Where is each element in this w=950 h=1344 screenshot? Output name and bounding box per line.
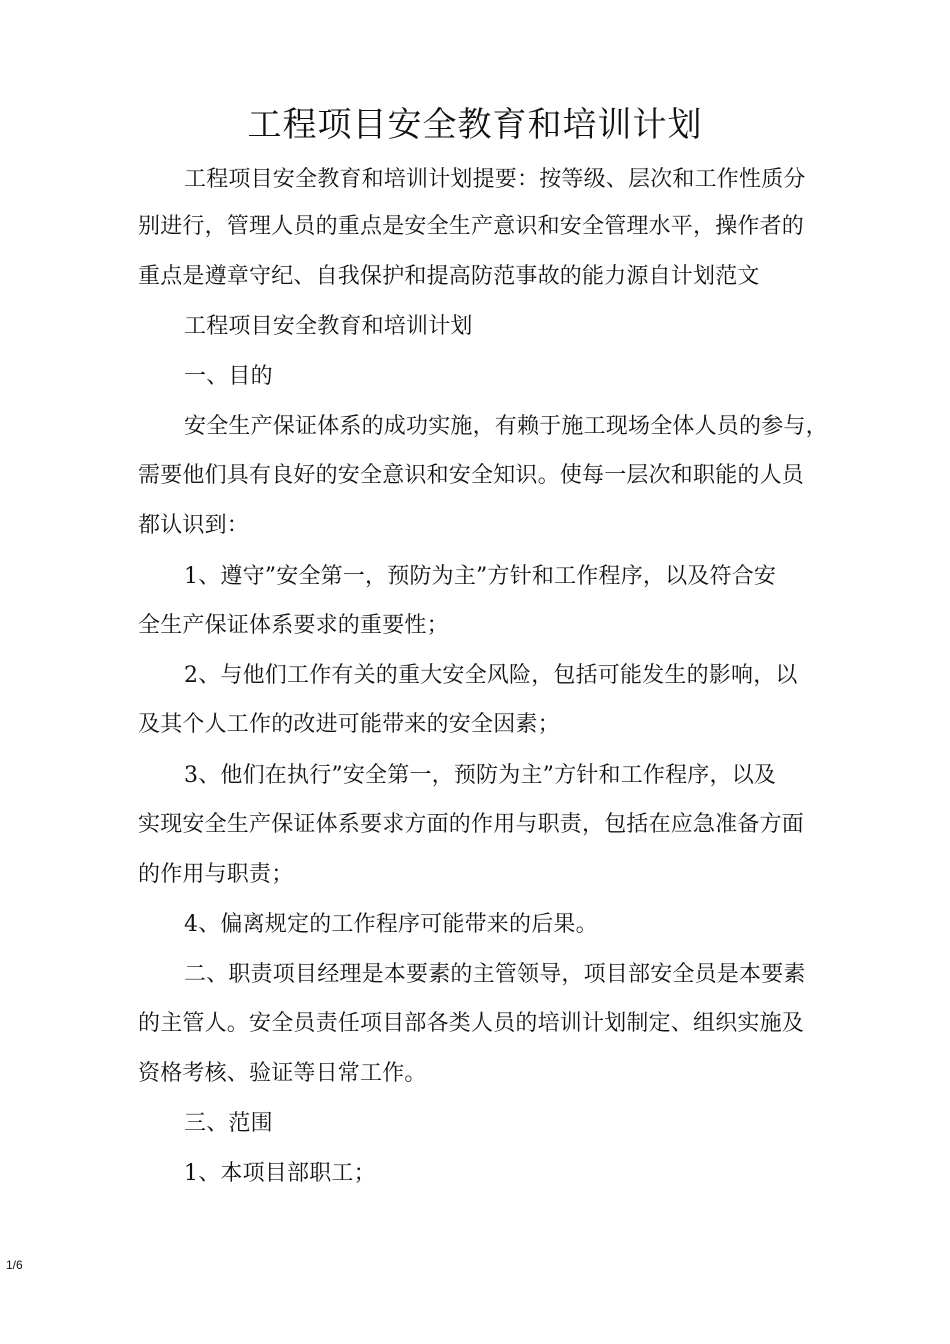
list-item-line: 4、偏离规定的工作程序可能带来的后果。 [184,912,598,937]
document-title: 工程项目安全教育和培训计划 [247,105,703,145]
text-line: 安全生产保证体系的成功实施，有赖于施工现场全体人员的参与， [184,414,828,439]
text-line: 资格考核、验证等日常工作。 [138,1061,427,1086]
list-item-line: 3、他们在执行”安全第一，预防为主”方针和工作程序，以及 [184,763,777,788]
text-line: 的主管人。安全员责任项目部各类人员的培训计划制定、组织实施及 [138,1011,805,1036]
text-line: 别进行，管理人员的重点是安全生产意识和安全管理水平，操作者的 [138,214,805,239]
list-item-line: 的作用与职责； [138,862,294,887]
page-number: 1/6 [6,1258,23,1272]
section-heading: 二、职责项目经理是本要素的主管领导，项目部安全员是本要素 [184,962,806,987]
section-heading: 一、目的 [184,364,273,389]
text-line: 需要他们具有良好的安全意识和安全知识。使每一层次和职能的人员 [138,463,805,488]
list-item-line: 1、本项目部职工； [184,1161,376,1186]
list-item-line: 1、遵守”安全第一，预防为主”方针和工作程序，以及符合安 [184,564,777,589]
text-line: 重点是遵章守纪、自我保护和提高防范事故的能力源自计划范文 [138,264,760,289]
list-item-line: 2、与他们工作有关的重大安全风险，包括可能发生的影响，以 [184,663,798,688]
section-heading: 三、范围 [184,1111,273,1136]
list-item-line: 实现安全生产保证体系要求方面的作用与职责，包括在应急准备方面 [138,812,805,837]
section-subtitle: 工程项目安全教育和培训计划 [184,314,473,339]
text-line: 工程项目安全教育和培训计划提要：按等级、层次和工作性质分 [184,167,806,192]
list-item-line: 及其个人工作的改进可能带来的安全因素； [138,712,560,737]
text-line: 都认识到： [138,513,250,538]
list-item-line: 全生产保证体系要求的重要性； [138,613,449,638]
